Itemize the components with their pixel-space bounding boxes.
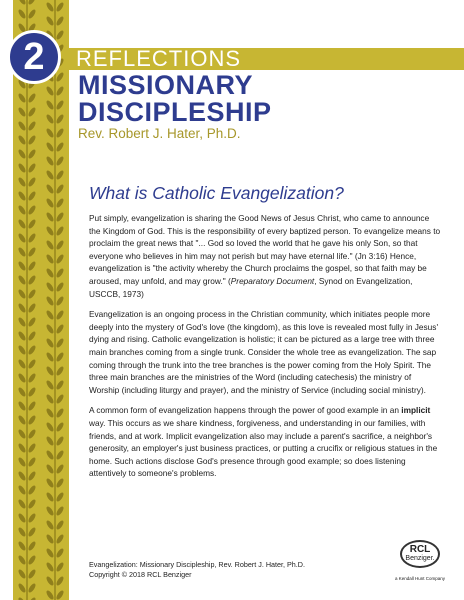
wheat-grain xyxy=(17,554,27,565)
wheat-grain xyxy=(27,456,37,467)
wheat-grain xyxy=(55,379,65,390)
wheat-grain xyxy=(55,253,65,264)
wheat-grain xyxy=(55,561,65,572)
wheat-grain xyxy=(45,211,55,222)
wheat-grain xyxy=(17,302,27,313)
wheat-grain xyxy=(45,267,55,278)
wheat-grain xyxy=(17,470,27,481)
title-line-1: MISSIONARY xyxy=(78,70,254,100)
title-line-2: DISCIPLESHIP xyxy=(78,97,272,127)
article-heading: What is Catholic Evangelization? xyxy=(89,183,344,203)
wheat-grain xyxy=(17,540,27,551)
wheat-grain xyxy=(17,582,27,593)
wheat-grain xyxy=(27,596,37,600)
wheat-grain xyxy=(45,435,55,446)
wheat-grain xyxy=(27,204,37,215)
wheat-grain xyxy=(17,274,27,285)
wheat-grain xyxy=(27,358,37,369)
wheat-grain xyxy=(55,141,65,152)
footer-copyright: Copyright © 2018 RCL Benziger xyxy=(89,569,192,579)
wheat-grain xyxy=(55,169,65,180)
wheat-grain xyxy=(27,484,37,495)
wheat-grain xyxy=(45,477,55,488)
page-title xyxy=(78,72,272,126)
wheat-grain xyxy=(27,120,37,131)
wheat-grain xyxy=(45,491,55,502)
wheat-grain xyxy=(17,134,27,145)
wheat-grain xyxy=(17,106,27,117)
wheat-grain xyxy=(55,309,65,320)
wheat-grain xyxy=(55,211,65,222)
wheat-grain xyxy=(55,519,65,530)
wheat-grain xyxy=(17,246,27,257)
wheat-grain xyxy=(45,141,55,152)
wheat-grain xyxy=(27,162,37,173)
wheat-grain xyxy=(17,428,27,439)
wheat-grain xyxy=(17,358,27,369)
wheat-grain xyxy=(45,589,55,600)
wheat-grain xyxy=(27,512,37,523)
wheat-grain xyxy=(27,232,37,243)
wheat-grain xyxy=(55,15,65,26)
wheat-grain xyxy=(45,561,55,572)
wheat-grain xyxy=(17,218,27,229)
wheat-grain xyxy=(45,169,55,180)
section-label: REFLECTIONS xyxy=(76,46,242,71)
wheat-grain xyxy=(55,575,65,586)
wheat-grain xyxy=(55,127,65,138)
wheat-grain xyxy=(17,568,27,579)
wheat-grain xyxy=(45,253,55,264)
wheat-grain xyxy=(55,239,65,250)
wheat-grain xyxy=(55,295,65,306)
wheat-grain xyxy=(27,218,37,229)
wheat-grain xyxy=(17,386,27,397)
wheat-grain xyxy=(55,323,65,334)
wheat-grain xyxy=(17,162,27,173)
section-number: 2 xyxy=(23,35,45,78)
wheat-grain xyxy=(27,554,37,565)
wheat-grain xyxy=(45,155,55,166)
wheat-grain xyxy=(45,309,55,320)
wheat-grain xyxy=(55,477,65,488)
wheat-grain xyxy=(27,540,37,551)
wheat-grain xyxy=(17,288,27,299)
paragraph-3: A common form of evangelization happens through the power of good example in an implicit way. This occurs as we share kindness, forgiveness, and understanding in our families, with friends, and at work. Implicit evangelization also may include a parent's sacrifice, a neighbor's generosity, an employer's just business practices, or putting a crucifix or religious statues in the home. Such actions disclose God's presence through good example; so does listening attentively to someone's problems. xyxy=(89,405,438,479)
wheat-grain xyxy=(55,281,65,292)
wheat-grain xyxy=(45,127,55,138)
wheat-grain xyxy=(27,498,37,509)
wheat-grain xyxy=(45,393,55,404)
wheat-grain xyxy=(17,414,27,425)
wheat-grain xyxy=(55,183,65,194)
wheat-grain xyxy=(17,0,27,6)
wheat-grain xyxy=(27,400,37,411)
wheat-grain xyxy=(45,225,55,236)
wheat-grain xyxy=(45,407,55,418)
wheat-grain xyxy=(55,491,65,502)
wheat-grain xyxy=(45,351,55,362)
wheat-grain xyxy=(27,134,37,145)
wheat-grain xyxy=(17,484,27,495)
wheat-grain xyxy=(55,533,65,544)
wheat-grain xyxy=(17,316,27,327)
wheat-grain xyxy=(27,330,37,341)
wheat-grain xyxy=(27,260,37,271)
section-number-badge xyxy=(7,30,61,84)
wheat-grain xyxy=(27,428,37,439)
wheat-grain xyxy=(45,463,55,474)
wheat-grain xyxy=(27,386,37,397)
wheat-grain xyxy=(55,393,65,404)
wheat-grain xyxy=(27,442,37,453)
wheat-icon xyxy=(13,0,69,600)
wheat-grain xyxy=(55,435,65,446)
rcl-logo-icon: RCL Benziger. xyxy=(400,540,440,568)
wheat-grain xyxy=(55,449,65,460)
wheat-grain xyxy=(17,372,27,383)
wheat-grain xyxy=(27,414,37,425)
wheat-grain xyxy=(27,372,37,383)
wheat-grain xyxy=(17,400,27,411)
wheat-grain xyxy=(45,449,55,460)
wheat-grain xyxy=(45,85,55,96)
wheat-grain xyxy=(27,8,37,19)
wheat-grain xyxy=(45,113,55,124)
wheat-grain xyxy=(45,365,55,376)
wheat-grain xyxy=(17,344,27,355)
wheat-grain xyxy=(27,190,37,201)
wheat-grain xyxy=(27,106,37,117)
logo-subtitle: a Kendall Hunt Company xyxy=(394,576,446,581)
author-name: Rev. Robert J. Hater, Ph.D. xyxy=(78,126,241,141)
wheat-grain xyxy=(55,421,65,432)
article-body xyxy=(89,212,443,488)
wheat-grain xyxy=(27,470,37,481)
wheat-grain xyxy=(55,505,65,516)
wheat-grain xyxy=(17,498,27,509)
wheat-grain xyxy=(55,225,65,236)
wheat-grain xyxy=(55,99,65,110)
wheat-grain xyxy=(55,407,65,418)
publisher-logo xyxy=(390,540,450,590)
wheat-grain xyxy=(17,8,27,19)
wheat-grain xyxy=(55,337,65,348)
wheat-grain xyxy=(55,463,65,474)
wheat-grain xyxy=(45,295,55,306)
wheat-grain xyxy=(17,120,27,131)
wheat-grain xyxy=(55,113,65,124)
wheat-grain xyxy=(17,176,27,187)
wheat-grain xyxy=(45,519,55,530)
wheat-grain xyxy=(27,148,37,159)
wheat-grain xyxy=(55,1,65,12)
paragraph-2: Evangelization is an ongoing process in the Christian community, which initiates people more deeply into the mystery of God's love (the kingdom), as this love is revealed most fully in Jesus' dying and rising. Catholic evangelization is holistic; it can be pictured as a large tree with three main branches coming from a single trunk. Consider the whole tree as evangelization. The sap coming through the trunk into the tree branches is the power coming from the Holy Spirit. The three main branches are the ministries of the Word (including catechesis) the ministry of Worship (including liturgy and prayer), and the ministry of Service (including social ministry). xyxy=(89,309,439,395)
wheat-grain xyxy=(17,190,27,201)
wheat-grain xyxy=(27,176,37,187)
wheat-grain xyxy=(55,547,65,558)
wheat-grain xyxy=(27,568,37,579)
wheat-grain xyxy=(45,323,55,334)
wheat-grain xyxy=(45,183,55,194)
wheat-grain xyxy=(27,344,37,355)
wheat-grain xyxy=(55,197,65,208)
wheat-grain xyxy=(45,337,55,348)
wheat-grain xyxy=(27,246,37,257)
wheat-grain xyxy=(17,232,27,243)
wheat-grain xyxy=(17,204,27,215)
wheat-grain xyxy=(45,533,55,544)
wheat-grain xyxy=(27,274,37,285)
wheat-grain xyxy=(45,15,55,26)
wheat-grain xyxy=(55,155,65,166)
wheat-grain xyxy=(45,379,55,390)
wheat-grain xyxy=(45,99,55,110)
wheat-grain xyxy=(27,0,37,6)
wheat-grain xyxy=(55,71,65,82)
wheat-grain xyxy=(45,239,55,250)
wheat-grain xyxy=(17,526,27,537)
wheat-grain xyxy=(27,302,37,313)
wheat-grain xyxy=(17,92,27,103)
footer-line-1: Evangelization: Missionary Discipleship, Rev. Robert J. Hater, Ph.D. xyxy=(89,560,305,569)
wheat-grain xyxy=(45,505,55,516)
wheat-grain xyxy=(17,456,27,467)
wheat-grain xyxy=(55,267,65,278)
wheat-grain xyxy=(55,365,65,376)
paragraph-1: Put simply, evangelization is sharing the Good News of Jesus Christ, who came to announce the Kingdom of God. This is the responsibility of every baptized person. To evangelize means to proclaim the great news that "... God so loved the world that he gave his only Son, so that everyone who believes in him may not perish but may have eternal life." (Jn 3:16) Hence, evangelization is "the activity whereby the Church proclaims the gospel, so that faith may be aroused, may unfold, and may grow." (Preparatory Document, Synod on Evangelization, USCCB, 1973) xyxy=(89,213,441,299)
wheat-grain xyxy=(27,288,37,299)
wheat-grain xyxy=(45,547,55,558)
wheat-grain xyxy=(27,526,37,537)
wheat-grain xyxy=(45,575,55,586)
wheat-grain xyxy=(45,197,55,208)
wheat-grain xyxy=(17,596,27,600)
wheat-grain xyxy=(55,29,65,40)
wheat-grain xyxy=(27,316,37,327)
wheat-grain xyxy=(55,85,65,96)
wheat-grain xyxy=(55,351,65,362)
wheat-grain xyxy=(45,281,55,292)
wheat-grain xyxy=(27,582,37,593)
footer xyxy=(89,560,305,579)
wheat-grain xyxy=(17,442,27,453)
wheat-grain xyxy=(17,512,27,523)
wheat-grain xyxy=(17,260,27,271)
wheat-pattern-strip xyxy=(13,0,69,600)
wheat-grain xyxy=(45,421,55,432)
wheat-grain xyxy=(27,92,37,103)
wheat-grain xyxy=(55,589,65,600)
wheat-grain xyxy=(17,330,27,341)
wheat-grain xyxy=(17,148,27,159)
wheat-grain xyxy=(45,1,55,12)
